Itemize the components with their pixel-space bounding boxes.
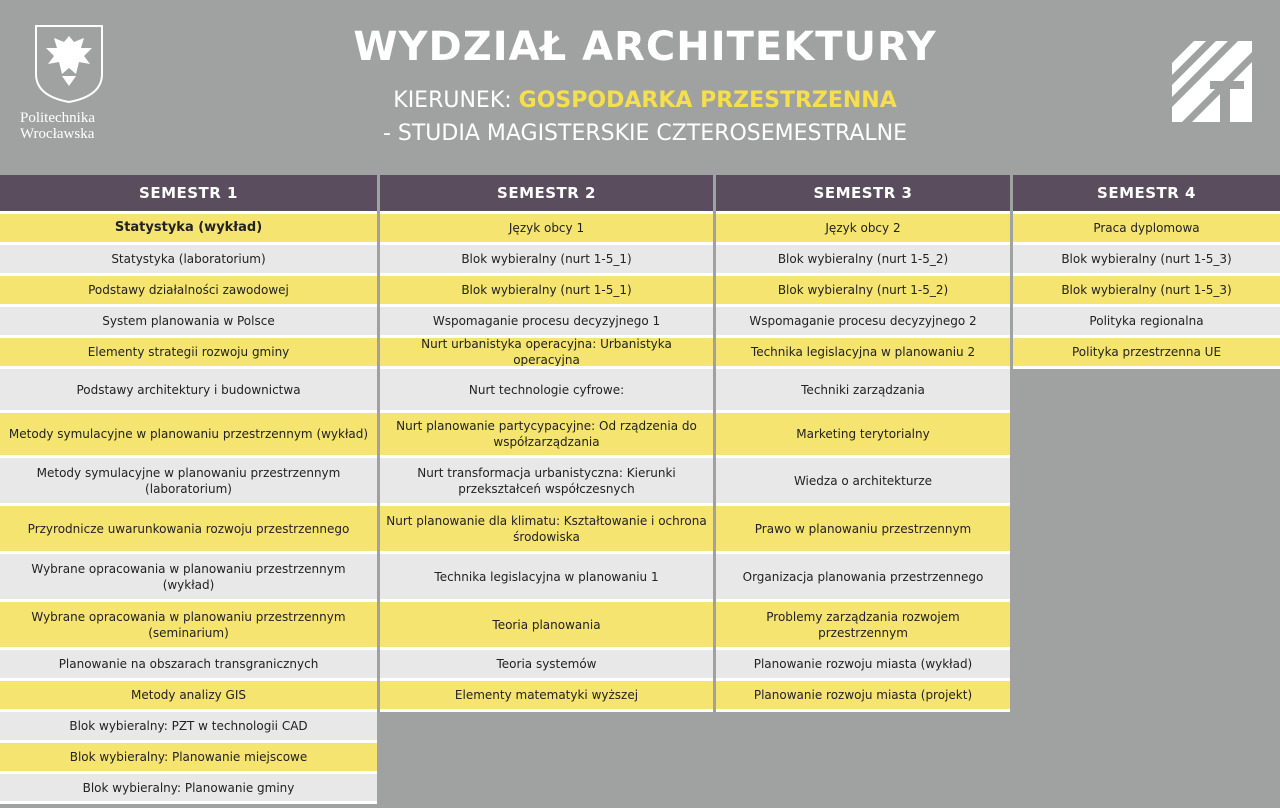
semester-header: SEMESTR 1 <box>0 175 377 214</box>
semester-header: SEMESTR 3 <box>716 175 1010 214</box>
subject-cell: Metody analizy GIS <box>0 681 377 712</box>
subject-cell: Organizacja planowania przestrzennego <box>716 554 1010 602</box>
subject-cell: Wybrane opracowania w planowaniu przestrzennym (seminarium) <box>0 602 377 650</box>
subject-cell: Blok wybieralny: PZT w technologii CAD <box>0 712 377 743</box>
subject-cell: Przyrodnicze uwarunkowania rozwoju przestrzennego <box>0 506 377 554</box>
subject-cell: Prawo w planowaniu przestrzennym <box>716 506 1010 554</box>
faculty-logo-icon <box>1172 41 1252 122</box>
subject-cell: Planowanie rozwoju miasta (wykład) <box>716 650 1010 681</box>
field-prefix: KIERUNEK: <box>393 88 519 113</box>
subject-cell: Blok wybieralny (nurt 1-5_3) <box>1013 245 1280 276</box>
subject-cell: Blok wybieralny (nurt 1-5_2) <box>716 245 1010 276</box>
subject-cell: Planowanie rozwoju miasta (projekt) <box>716 681 1010 712</box>
semester-column-4 <box>1013 175 1280 369</box>
subject-cell: Wiedza o architekturze <box>716 458 1010 506</box>
semester-column-1 <box>0 175 377 804</box>
header <box>0 0 1280 172</box>
subject-cell: Planowanie na obszarach transgranicznych <box>0 650 377 681</box>
subject-cell: Wspomaganie procesu decyzyjnego 1 <box>380 307 713 338</box>
subject-cell: Technika legislacyjna w planowaniu 2 <box>716 338 1010 369</box>
semester-header: SEMESTR 2 <box>380 175 713 214</box>
subject-cell: Statystyka (wykład) <box>0 214 377 245</box>
subject-cell: Podstawy działalności zawodowej <box>0 276 377 307</box>
subject-cell: Problemy zarządzania rozwojem przestrzennym <box>716 602 1010 650</box>
subject-cell: Język obcy 1 <box>380 214 713 245</box>
subject-cell: Blok wybieralny (nurt 1-5_1) <box>380 276 713 307</box>
field-of-study <box>0 88 1280 113</box>
subject-cell: Blok wybieralny (nurt 1-5_2) <box>716 276 1010 307</box>
subject-cell: Nurt technologie cyfrowe: <box>380 369 713 413</box>
subject-cell: Blok wybieralny: Planowanie gminy <box>0 774 377 804</box>
subject-cell: Blok wybieralny (nurt 1-5_1) <box>380 245 713 276</box>
field-name: GOSPODARKA PRZESTRZENNA <box>518 88 897 113</box>
university-name-line2: Wrocławska <box>20 126 95 142</box>
subject-cell: Techniki zarządzania <box>716 369 1010 413</box>
subject-cell: Nurt planowanie dla klimatu: Kształtowanie i ochrona środowiska <box>380 506 713 554</box>
semester-column-3 <box>716 175 1010 712</box>
semester-header: SEMESTR 4 <box>1013 175 1280 214</box>
subject-cell: Polityka regionalna <box>1013 307 1280 338</box>
subject-cell: Marketing terytorialny <box>716 413 1010 458</box>
university-name-line1: Politechnika <box>20 110 95 126</box>
subject-cell: Statystyka (laboratorium) <box>0 245 377 276</box>
subject-cell: Polityka przestrzenna UE <box>1013 338 1280 369</box>
study-type: - STUDIA MAGISTERSKIE CZTEROSEMESTRALNE <box>382 121 908 146</box>
subject-cell: Blok wybieralny: Planowanie miejscowe <box>0 743 377 774</box>
subject-cell: Teoria systemów <box>380 650 713 681</box>
subject-cell: Nurt urbanistyka operacyjna: Urbanistyka operacyjna <box>380 338 713 369</box>
subject-cell: Teoria planowania <box>380 602 713 650</box>
subject-cell: Technika legislacyjna w planowaniu 1 <box>380 554 713 602</box>
subject-cell: Język obcy 2 <box>716 214 1010 245</box>
subject-cell: Podstawy architektury i budownictwa <box>0 369 377 413</box>
subject-cell: Praca dyplomowa <box>1013 214 1280 245</box>
subject-cell: Blok wybieralny (nurt 1-5_3) <box>1013 276 1280 307</box>
subject-cell: Elementy strategii rozwoju gminy <box>0 338 377 369</box>
page-title: WYDZIAŁ ARCHITEKTURY <box>353 24 937 70</box>
subject-cell: System planowania w Polsce <box>0 307 377 338</box>
subject-cell: Wspomaganie procesu decyzyjnego 2 <box>716 307 1010 338</box>
subject-cell: Elementy matematyki wyższej <box>380 681 713 712</box>
semester-column-2 <box>380 175 713 712</box>
subject-cell: Nurt transformacja urbanistyczna: Kierunki przekształceń współczesnych <box>380 458 713 506</box>
subject-cell: Nurt planowanie partycypacyjne: Od rządzenia do współzarządzania <box>380 413 713 458</box>
subject-cell: Metody symulacyjne w planowaniu przestrzennym (wykład) <box>0 413 377 458</box>
subject-cell: Metody symulacyjne w planowaniu przestrzennym (laboratorium) <box>0 458 377 506</box>
subject-cell: Wybrane opracowania w planowaniu przestrzennym (wykład) <box>0 554 377 602</box>
